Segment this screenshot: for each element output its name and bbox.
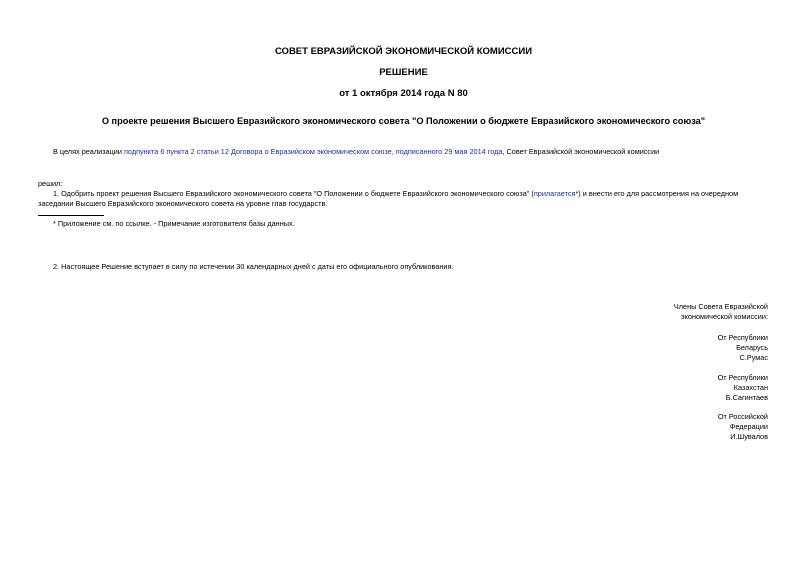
signature-russia xyxy=(718,412,768,442)
document-title: О проекте решения Высшего Евразийского экономического совета "О Положении о бюджете Евразийского экономического союза" xyxy=(101,116,706,126)
document-type: РЕШЕНИЕ xyxy=(379,67,428,78)
intro-paragraph xyxy=(38,147,773,157)
intro-text-after: , Совет Евразийской экономической комиссии xyxy=(502,147,660,156)
rep3-line-2: Федерации xyxy=(729,422,768,431)
intro-text-before: В целях реализации xyxy=(53,147,124,156)
rep2-line-1: От Республики xyxy=(717,373,768,382)
rep1-line-2: Беларусь xyxy=(736,343,768,352)
item1-text-after: *) и внести его для рассмотрения на очередном заседании Высшего Евразийского экономического совета на уровне глав государств. xyxy=(38,189,739,208)
signature-kazakhstan xyxy=(718,373,768,403)
rep1-name: С.Румас xyxy=(739,353,768,362)
footnote-divider xyxy=(38,215,104,216)
resolution-item-2: 2. Настоящее Решение вступает в силу по истечении 30 календарных дней с даты его официального опубликования. xyxy=(53,262,454,271)
rep3-name: И.Шувалов xyxy=(730,432,768,441)
issuing-body: СОВЕТ ЕВРАЗИЙСКОЙ ЭКОНОМИЧЕСКОЙ КОМИССИИ xyxy=(274,46,533,57)
signature-members-block xyxy=(674,302,768,322)
item1-text-before: 1. Одобрить проект решения Высшего Евразийского экономического совета "О Положении о бюджете Евразийского экономического союза" ( xyxy=(53,189,534,198)
footnote-text: * Приложение см. по ссылке. - Примечание изготовителя базы данных. xyxy=(53,219,295,228)
attachment-link[interactable]: прилагается xyxy=(533,189,576,198)
resolution-item-1 xyxy=(38,189,773,209)
members-line-1: Члены Совета Евразийской xyxy=(673,302,768,311)
resolved-label: решил: xyxy=(38,179,63,188)
rep3-line-1: От Российской xyxy=(717,412,768,421)
rep1-line-1: От Республики xyxy=(717,333,768,342)
rep2-name: Б.Сагинтаев xyxy=(725,393,768,402)
document-date-number: от 1 октября 2014 года N 80 xyxy=(339,88,468,99)
members-line-2: экономической комиссии: xyxy=(680,312,768,321)
treaty-link[interactable]: подпункта 6 пункта 2 статьи 12 Договора о Евразийском экономическом союзе, подписанного 29 мая 2014 года xyxy=(123,147,503,156)
rep2-line-2: Казахстан xyxy=(733,383,768,392)
signature-belarus xyxy=(718,333,768,363)
